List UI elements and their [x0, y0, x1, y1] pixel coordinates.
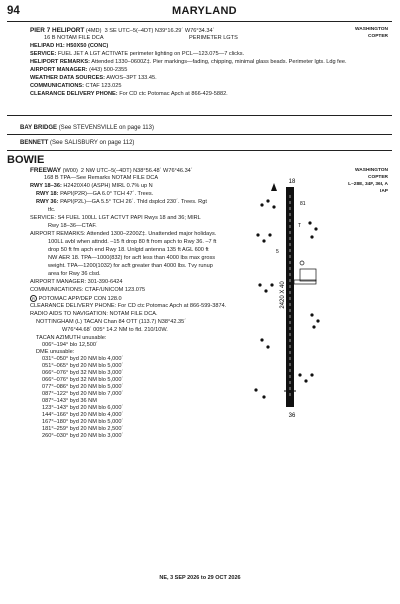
tacan-line: 087°–143° byd 36 NM — [42, 398, 97, 404]
footer-effective-dates: NE, 3 SEP 2026 to 29 OCT 2026 — [159, 575, 241, 581]
bowie-location: 2 NW UTC–5(–4DT) N38°56.48´ W76°46.34´ — [80, 168, 193, 174]
bowie-rwy36b: tfc. — [48, 207, 56, 213]
tacan-line: 006°–194° blo 12,500´ — [42, 342, 98, 348]
label-5: 5 — [276, 249, 279, 255]
pier7-weather: WEATHER DATA SOURCES: AWOS–3PT 133.45. — [30, 75, 157, 81]
bowie-title-line — [30, 167, 193, 175]
tacan-line: 123°–143° byd 20 NM blo 6,000´ — [42, 405, 124, 411]
bowie-tacan2: W76°44.68´ 005° 14.2 NM to fld. 210/10W. — [62, 327, 168, 333]
pier7-right-2: COPTER — [368, 34, 388, 39]
section-rule — [7, 115, 392, 116]
bowie-rwy: RWY 18–36: H2420X40 (ASPH) MIRL 0.7% up N — [30, 183, 153, 189]
pier7-clearance: CLEARANCE DELIVERY PHONE: For CD ctc Potomac Apch at 866-429-5882. — [30, 91, 228, 97]
bowie-remarks-5: weight. TPA—1200(1032) for acft greater than 4000 lbs. Tvy runup — [48, 263, 213, 269]
tacan-line: 066°–076° byd 32 NM blo 3,000´ — [42, 370, 124, 376]
tacan-line: 087°–122° byd 20 NM blo 7,000´ — [42, 391, 124, 397]
tacan-line: 051°–065° byd 20 NM blo 5,000´ — [42, 363, 124, 369]
pier7-lights: PERIMETER LGTS — [189, 35, 238, 41]
pier7-helipad: HELIPAD H1: H50X50 (CONC) — [30, 43, 109, 49]
city-title: BOWIE — [7, 154, 45, 166]
pier7-title: PIER 7 HELIPORT — [30, 27, 85, 34]
tacan-line: 031°–050° byd 20 NM blo 4,000´ — [42, 356, 124, 362]
state-title: MARYLAND — [172, 5, 237, 17]
bowie-comm: COMMUNICATIONS: CTAF/UNICOM 123.075 — [30, 287, 146, 293]
pier7-comm: COMMUNICATIONS: CTAF 123.025 — [30, 83, 122, 89]
tacan-line: 077°–086° byd 20 NM blo 5,000´ — [42, 384, 124, 390]
bowie-right-4: IAP — [380, 189, 388, 194]
pier7-remarks: HELIPORT REMARKS: Attended 1330–0600Z‡. Pier markings—fading, chipping, minimal glass beads. Perimeter lgts. Ldg fee. — [30, 59, 347, 65]
bowie-service: SERVICE: S4 FUEL 100LL LGT ACTVT PAPI Rwys 18 and 36; MIRL — [30, 215, 201, 221]
tacan-line: 181°–259° byd 20 NM blo 2,500´ — [42, 426, 124, 432]
ref-bennett: BENNETT (See SALISBURY on page 112) — [20, 140, 135, 146]
pier7-service: SERVICE: FUEL JET A LGT ACTIVATE perimeter lighting on PCL—123.075—7 clicks. — [30, 51, 245, 57]
rwy-dimension-label: 2420 X 40 — [280, 281, 286, 309]
label-81: 81 — [300, 201, 306, 207]
section-rule — [7, 150, 392, 151]
pier7-right-1: WASHINGTON — [355, 27, 388, 32]
bowie-clearance: CLEARANCE DELIVERY PHONE: For CD ctc Potomac Apch at 866-599-3874. — [30, 303, 227, 309]
tacan-line: 260°–030° byd 20 NM blo 3,000´ — [42, 433, 124, 439]
bowie-remarks-3: drop 50 ft fm apch end Rwy 18. Unlgtd antenna 135 ft AGL 600 ft — [48, 247, 209, 253]
pier7-manager: AIRPORT MANAGER: (443) 500-2355 — [30, 67, 128, 73]
pier7-id: (4MD) — [85, 28, 102, 34]
tacan-line: DME unusable: — [36, 349, 75, 355]
section-rule — [7, 134, 392, 135]
bowie-remarks-1: AIRPORT REMARKS: Attended 1300–2200Z‡. Unattended major holidays. — [30, 231, 217, 237]
page-number: 94 — [7, 5, 20, 17]
bowie-right-1: WASHINGTON — [355, 168, 388, 173]
tacan-line: 167°–180° byd 20 NM blo 5,000´ — [42, 419, 124, 425]
bowie-radio: RADIO AIDS TO NAVIGATION: NOTAM FILE DCA. — [30, 311, 158, 317]
bowie-title: FREEWAY — [30, 167, 62, 174]
bowie-right-2: COPTER — [368, 175, 388, 180]
tacan-line: 144°–166° byd 20 NM blo 4,000´ — [42, 412, 124, 418]
bowie-tacan1: NOTTINGHAM (L) TACAN Chan 84 OTT (113.7) N38°42.35´ — [36, 319, 187, 325]
bowie-remarks-2: 100LL avbl when attndd. –15 ft drop 80 ft from apch to Rwy 36. –7 ft — [48, 239, 217, 245]
tacan-line: TACAN AZIMUTH unusable: — [36, 335, 107, 341]
ref-bay-bridge: BAY BRIDGE (See STEVENSVILLE on page 113) — [20, 125, 154, 131]
bowie-manager: AIRPORT MANAGER: 301-390-6424 — [30, 279, 123, 285]
bowie-remarks-6: area for Rwy 36 clsd. — [48, 271, 101, 277]
beacon-icon — [300, 261, 304, 265]
label-t: T — [298, 223, 302, 229]
bowie-approach: R POTOMAC APP/DEP CON 128.0 — [30, 295, 122, 303]
header-rule — [7, 21, 392, 22]
bowie-rwy18: RWY 18: PAPI(P2R)—GA 6.0° TCH 47´. Trees. — [36, 191, 154, 197]
pier7-title-line — [30, 27, 214, 35]
antenna-icon — [271, 183, 277, 191]
pier7-line2: 16 B NOTAM FILE DCA — [44, 35, 104, 41]
bowie-id: (W00) — [62, 168, 78, 174]
rwy-18-label: 18 — [288, 179, 296, 185]
pier7-location: 3 SE UTC–5(–4DT) N39°16.29´ W76°34.34´ — [104, 28, 215, 34]
airport-diagram — [240, 165, 400, 425]
bowie-rwy36: RWY 36: PAPI(P2L)—GA 5.5° TCH 26´. Thld dsplcd 230´. Trees. Rgt — [36, 199, 207, 205]
tacan-line: 066°–076° byd 32 NM blo 5,000´ — [42, 377, 124, 383]
bowie-line2: 168 B TPA—See Remarks NOTAM FILE DCA — [44, 175, 159, 181]
bowie-service2: Rwy 18–36—CTAF. — [48, 223, 97, 229]
rwy-36-label: 36 — [288, 413, 296, 419]
bowie-right-3: L–28E, 34F, 36I, A — [348, 182, 388, 187]
circle-r-icon: R — [30, 295, 37, 302]
bowie-remarks-4: NW AER 18. TPA—1000(832) for acft less than 4000 lbs max gross — [48, 255, 216, 261]
